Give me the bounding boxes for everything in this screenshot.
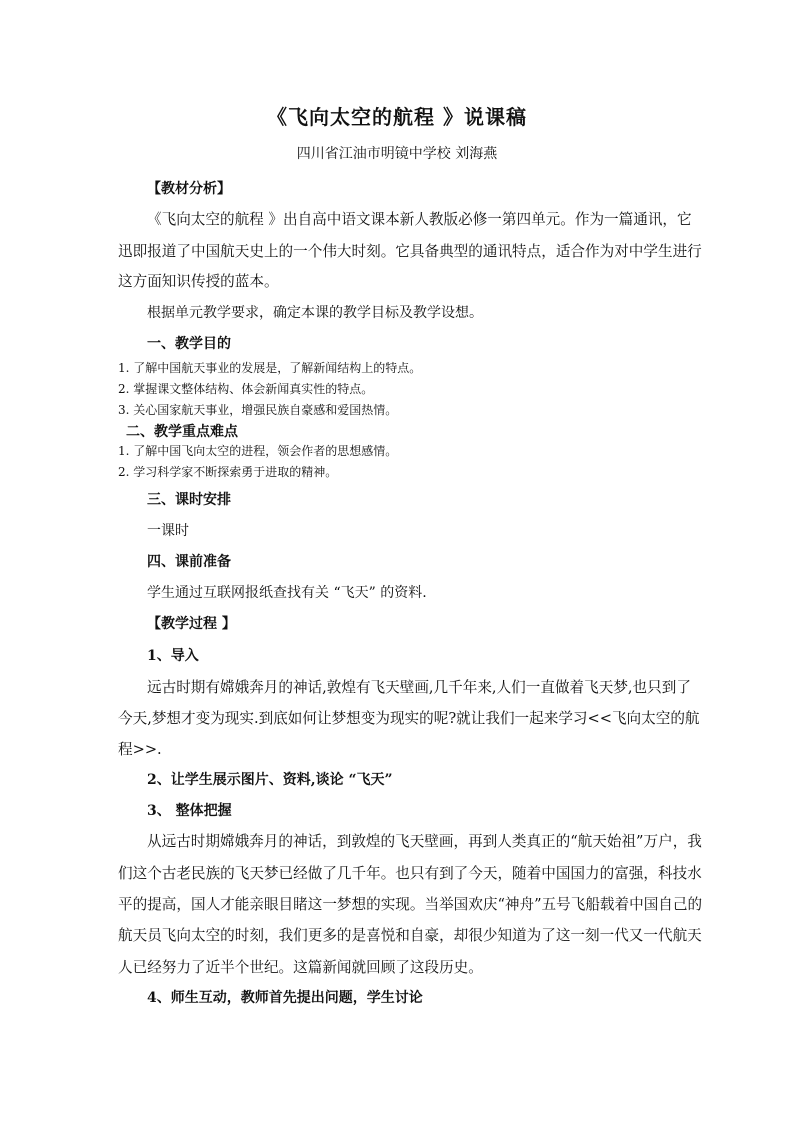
paragraph-line: 平的提高，国人才能亲眼目睹这一梦想的实现。当举国欢庆“神舟”五号飞船载着中国自己的 [118,896,703,913]
heading-key-points: 二、教学重点难点 [126,424,238,440]
list-item: 2. 学习科学家不断探索勇于进取的精神。 [118,465,338,479]
heading-class-hours: 三、课时安排 [147,492,231,508]
author-line: 四川省江油市明镜中学校 刘海燕 [296,146,498,162]
paragraph-line: 们这个古老民族的飞天梦已经做了几千年。也只有到了今天，随着中国国力的富强，科技水 [118,865,702,882]
heading-overall-grasp: 3、 整体把握 [147,803,232,819]
heading-teaching-goals: 一、教学目的 [147,336,231,352]
paragraph-line: 远古时期有嫦娥奔月的神话,敦煌有飞天壁画,几千年来,人们一直做着飞天梦,也只到了 [147,679,691,696]
document-title: 《飞向太空的航程 》说课稿 [267,105,527,129]
paragraph-line: 迅即报道了中国航天史上的一个伟大时刻。它具备典型的通讯特点，适合作为对中学生进行 [118,243,702,260]
list-item: 2. 掌握课文整体结构、体会新闻真实性的特点。 [118,382,374,396]
heading-preparation: 四、课前准备 [147,554,231,570]
paragraph-line: 从远古时期嫦娥奔月的神话，到敦煌的飞天壁画，再到人类真正的“航天始祖”万户，我 [147,833,702,850]
list-item: 1. 了解中国航天事业的发展是，了解新闻结构上的特点。 [118,361,422,375]
paragraph-line: 程>>. [118,741,162,758]
heading-material-analysis: 【教材分析】 [147,181,231,197]
paragraph-line: 人已经努力了近半个世纪。这篇新闻就回顾了这段历史。 [118,959,483,976]
paragraph-line: 《飞向太空的航程 》出自高中语文课本新人教版必修一第四单元。作为一篇通讯，它 [147,211,692,228]
list-item: 1. 了解中国飞向太空的进程，领会作者的思想感情。 [118,444,398,458]
paragraph-line: 学生通过互联网报纸查找有关 “飞天” 的资料. [147,585,427,601]
paragraph-line: 这方面知识传授的蓝本。 [118,273,279,290]
paragraph-line: 根据单元教学要求，确定本课的教学目标及教学设想。 [147,305,483,321]
paragraph-line: 航天员飞向太空的时刻，我们更多的是喜悦和自豪，却很少知道为了这一刻一代又一代航天 [118,927,702,944]
list-item: 3. 关心国家航天事业，增强民族自豪感和爱国热情。 [118,403,398,417]
paragraph-line: 今天,梦想才变为现实.到底如何让梦想变为现实的呢?就让我们一起来学习<<飞向太空的航 [118,710,700,727]
heading-introduction: 1、导入 [147,648,199,664]
heading-teaching-process: 【教学过程 】 [147,616,236,632]
heading-interaction: 4、师生互动，教师首先提出问题，学生讨论 [147,990,423,1006]
paragraph-line: 一课时 [147,523,189,539]
heading-show-pictures: 2、让学生展示图片、资料,谈论 “飞天” [147,772,393,788]
